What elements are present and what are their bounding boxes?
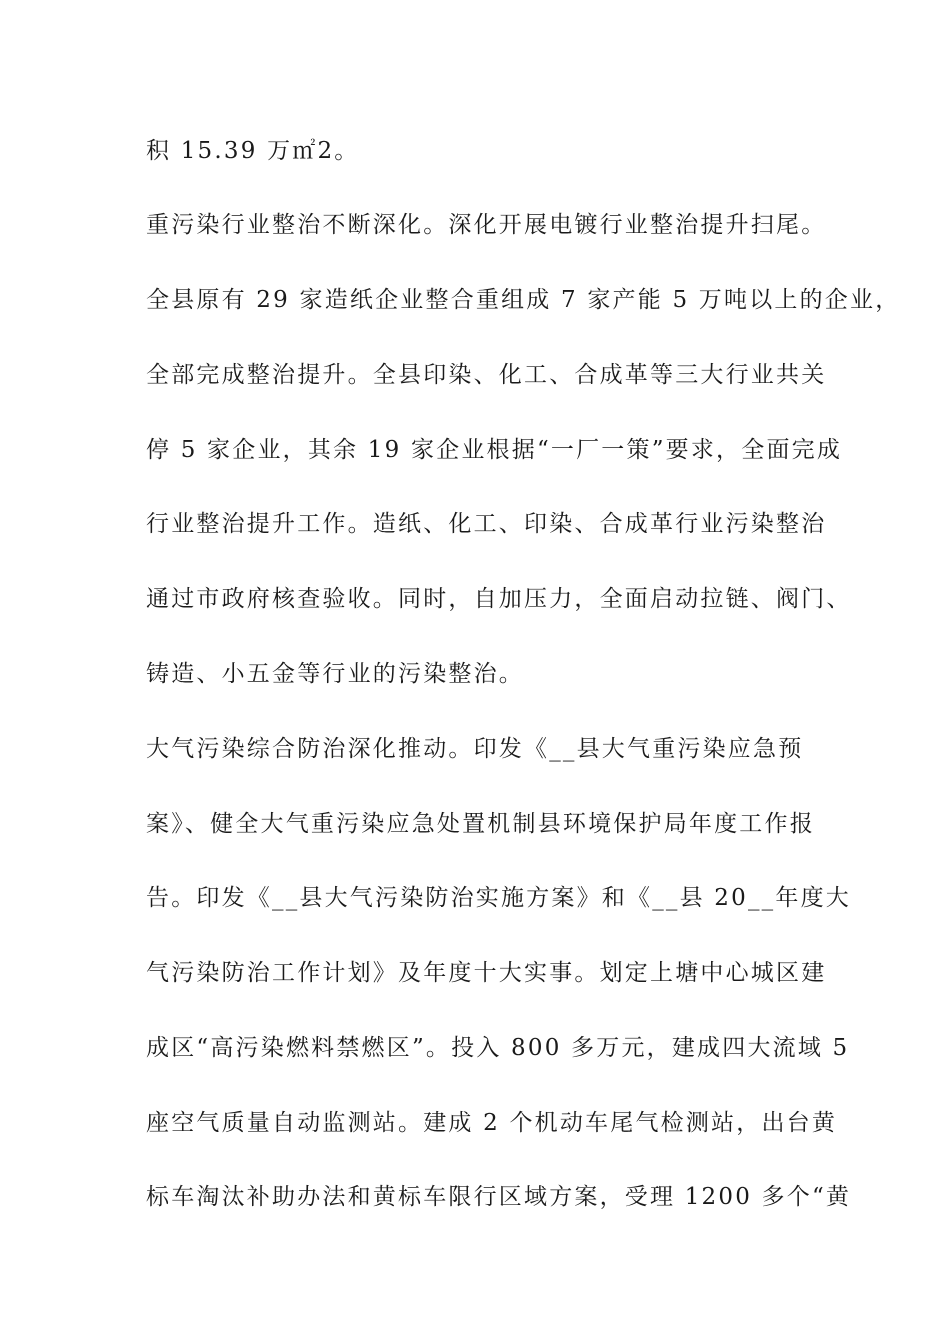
text-line: 气污染防治工作计划》及年度十大实事。划定上塘中心城区建: [146, 960, 827, 986]
text-line: 全县原有 29 家造纸企业整合重组成 7 家产能 5 万吨以上的企业，: [146, 287, 901, 313]
text-line: 行业整治提升工作。造纸、化工、印染、合成革行业污染整治: [146, 511, 827, 537]
text-line: 积 15.39 万㎡2。: [146, 138, 360, 164]
text-line: 成区“高污染燃料禁燃区”。投入 800 多万元，建成四大流域 5: [146, 1035, 850, 1061]
text-line: 停 5 家企业，其余 19 家企业根据“一厂一策”要求，全面完成: [146, 437, 843, 463]
text-line: 标车淘汰补助办法和黄标车限行区域方案，受理 1200 多个“黄: [146, 1184, 852, 1210]
text-line: 全部完成整治提升。全县印染、化工、合成革等三大行业共关: [146, 362, 827, 388]
text-line: 通过市政府核查验收。同时，自加压力，全面启动拉链、阀门、: [146, 586, 852, 612]
text-line: 重污染行业整治不断深化。深化开展电镀行业整治提升扫尾。: [146, 212, 827, 238]
text-line: 大气污染综合防治深化推动。印发《__县大气重污染应急预: [146, 736, 804, 762]
text-line: 告。印发《__县大气污染防治实施方案》和《__县 20__年度大: [146, 885, 851, 911]
text-line: 座空气质量自动监测站。建成 2 个机动车尾气检测站，出台黄: [146, 1110, 838, 1136]
text-line: 案》、健全大气重污染应急处置机制县环境保护局年度工作报: [146, 811, 815, 837]
text-line: 铸造、小五金等行业的污染整治。: [146, 661, 524, 687]
